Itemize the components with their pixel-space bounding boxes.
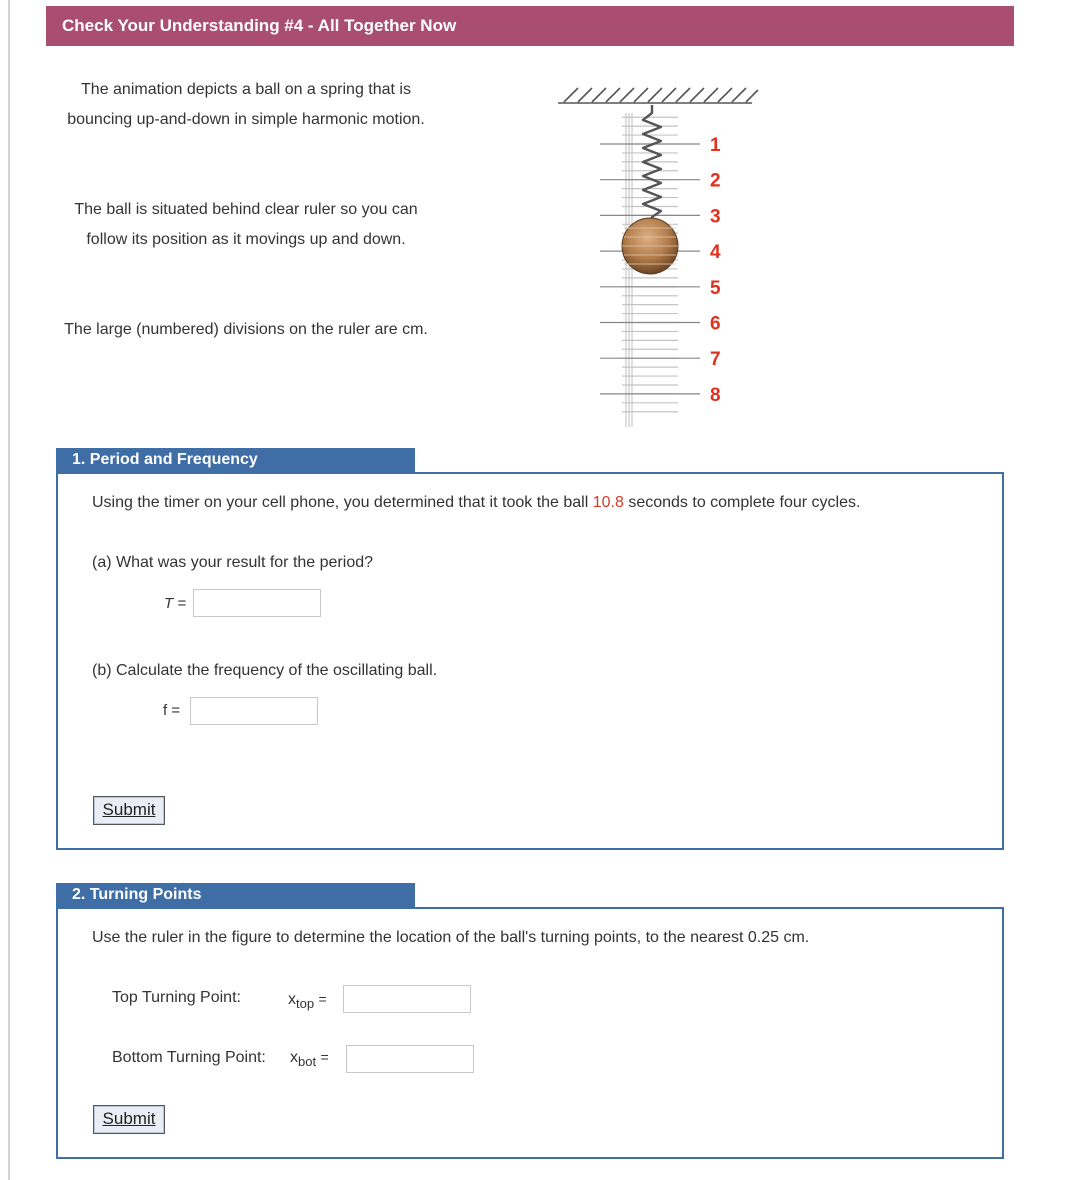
bottom-turning-label: Bottom Turning Point: [112,1049,266,1066]
turning-points-header: 2. Turning Points [56,883,415,908]
timer-prompt-after: seconds to complete four cycles. [628,494,861,511]
x-top-var: x [288,991,296,1008]
ruler-label-5: 5 [710,277,721,299]
submit-button-section1[interactable]: Submit [93,796,165,825]
x-top-variable [288,991,327,1009]
ceiling-hatch [558,88,758,103]
ruler-label-3: 3 [710,206,721,228]
ruler-label-1: 1 [710,135,721,156]
frequency-input[interactable] [190,697,318,725]
ruler-number-labels [710,135,721,406]
x-bot-variable [290,1049,329,1067]
period-input[interactable] [193,589,321,617]
top-turning-input[interactable] [343,985,471,1013]
timer-value: 10.8 [592,494,624,511]
timer-prompt [92,494,860,512]
x-bot-var: x [290,1049,298,1066]
intro-paragraph-3: The large (numbered) divisions on the ruler are cm. [64,321,428,338]
ruler-label-6: 6 [710,313,721,335]
submit-button-section2[interactable]: Submit [93,1105,165,1134]
ruler-body [626,113,632,427]
ruler-label-4: 4 [710,242,721,264]
spring-coil [643,105,661,223]
timer-prompt-before: Using the timer on your cell phone, you determined that it took the ball [92,494,589,511]
intro-paragraph-2: The ball is situated behind clear ruler so you can follow its position as it movings up and down. [74,201,418,248]
x-bot-subscript: bot [298,1054,317,1069]
x-top-equals: = [318,991,327,1007]
x-top-subscript: top [296,996,315,1011]
question-b: (b) Calculate the frequency of the oscillating ball. [92,662,438,679]
spring-ruler-figure [550,75,770,445]
ruler-label-2: 2 [710,170,721,192]
frequency-label: f = [163,702,181,719]
question-a: (a) What was your result for the period? [92,554,374,571]
intro-paragraph-1: The animation depicts a ball on a spring that is bouncing up-and-down in simple harmonic motion. [67,81,425,128]
page-title: Check Your Understanding #4 - All Together Now [46,6,1014,46]
bottom-turning-input[interactable] [346,1045,474,1073]
turning-points-prompt: Use the ruler in the figure to determine the location of the ball's turning points, to the nearest 0.25 cm. [92,929,810,946]
ruler-label-8: 8 [710,384,721,406]
x-bot-equals: = [320,1049,329,1065]
period-label: T = [164,595,187,612]
period-frequency-panel [56,472,1004,850]
top-turning-label: Top Turning Point: [112,989,241,1006]
page-left-border [8,0,10,1180]
period-frequency-header: 1. Period and Frequency [56,448,415,473]
ruler-label-7: 7 [710,349,721,371]
